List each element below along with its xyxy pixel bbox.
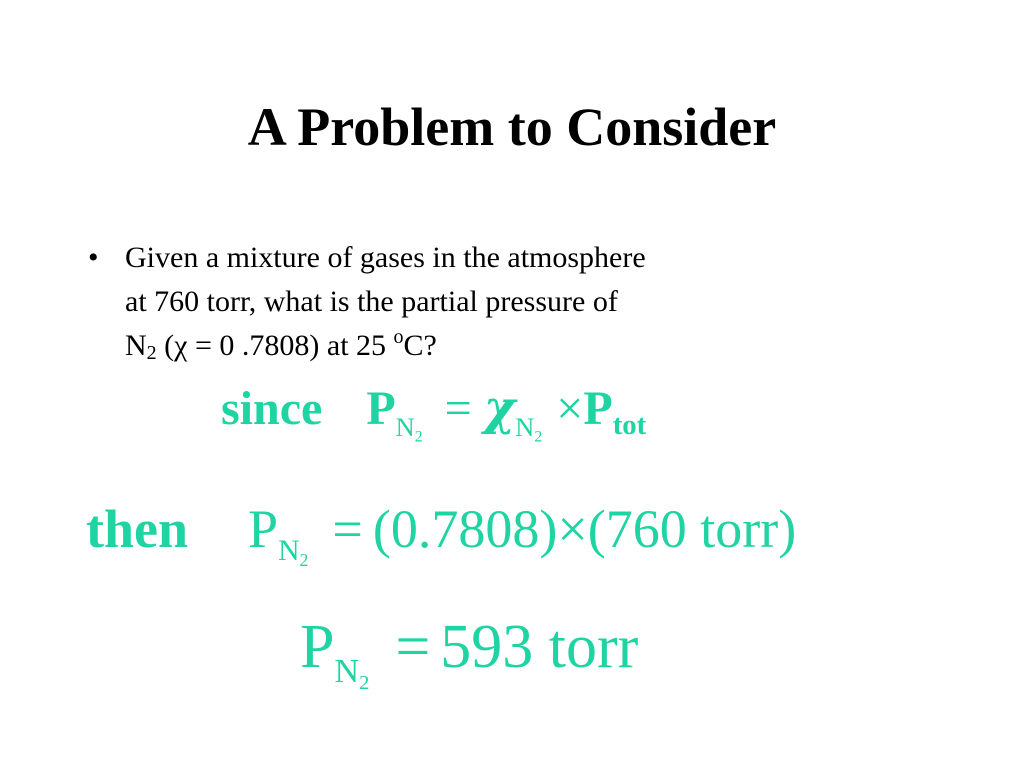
equation-result <box>300 613 639 695</box>
bullet-item <box>88 236 848 368</box>
n-subscript: N <box>395 411 415 442</box>
bullet-line-3 <box>125 324 848 368</box>
slide-title: A Problem to Consider <box>247 97 777 157</box>
tot-subscript: tot <box>612 409 647 442</box>
n-subscript: N <box>278 535 300 568</box>
bullet-text <box>125 236 848 368</box>
result-rhs: 593 torr <box>440 613 639 681</box>
celsius-question: C? <box>403 329 437 362</box>
calculation-rhs: (0.7808)×(760 torr) <box>372 499 797 559</box>
n2-subscript: 2 <box>146 342 157 364</box>
bullet-line-1: Given a mixture of gases in the atmosphere <box>125 241 646 274</box>
pressure-symbol: P <box>248 499 279 559</box>
pressure-symbol: P <box>300 613 335 681</box>
n-subscript: N <box>334 653 360 691</box>
equation-then <box>86 499 797 571</box>
mole-fraction-text: (χ = 0 .7808) at 25 <box>156 329 394 362</box>
chi-symbol: χ <box>483 380 516 436</box>
degree-symbol: o <box>393 326 404 348</box>
n-subscript: N <box>515 411 535 442</box>
times-sign: × <box>556 382 584 435</box>
two-subscript: 2 <box>534 428 543 446</box>
two-subscript: 2 <box>299 550 309 571</box>
equation-since <box>221 380 647 446</box>
equals-sign: = <box>395 613 431 681</box>
two-subscript: 2 <box>414 428 423 446</box>
n2-symbol: N <box>125 329 147 362</box>
then-word: then <box>86 499 189 559</box>
two-subscript: 2 <box>359 672 370 695</box>
bullet-marker: • <box>88 241 99 274</box>
pressure-symbol: P <box>583 382 613 435</box>
bullet-line-2: at 760 torr, what is the partial pressure of <box>125 285 618 318</box>
pressure-symbol: P <box>366 382 396 435</box>
since-word: since <box>221 382 323 435</box>
equals-sign: = <box>444 382 472 435</box>
equals-sign: = <box>332 499 363 559</box>
